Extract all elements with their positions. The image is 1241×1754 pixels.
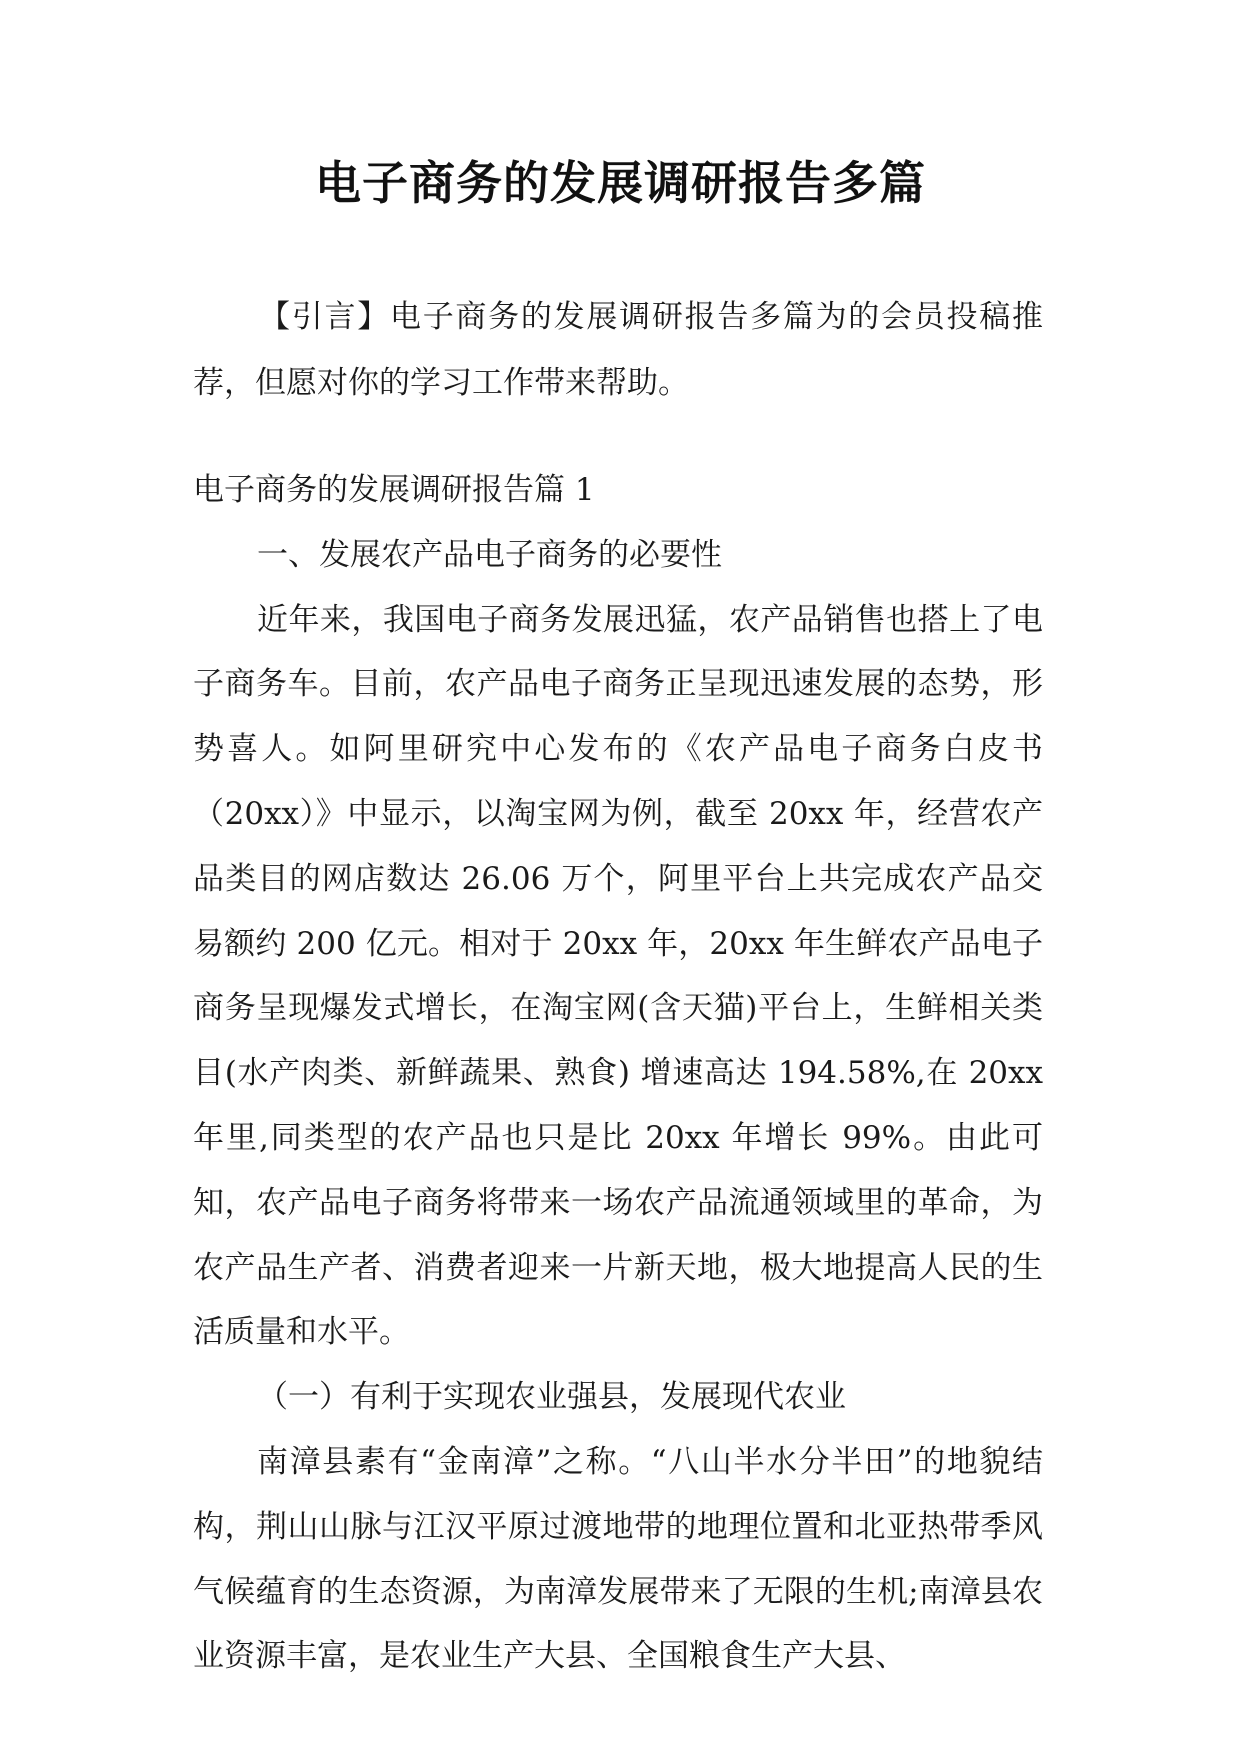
intro-paragraph: 【引言】电子商务的发展调研报告多篇为的会员投稿推荐，但愿对你的学习工作带来帮助。 [193, 299, 1043, 401]
body-paragraph: 近年来，我国电子商务发展迅猛，农产品销售也搭上了电子商务车。目前，农产品电子商务正呈现迅速发展的态势，形势喜人。如阿里研究中心发布的《农产品电子商务白皮书（20xx）》中显示，以淘宝网为例，截至 20xx 年，经营农产品类目的网店数达 26.06 万个，阿里平台上共完成农产品交易额约 200 亿元。相对于 20xx 年，20xx 年生鲜农产品电子商务呈现爆发式增长，在淘宝网(含天猫)平台上，生鲜相关类目(水产肉类、新鲜蔬果、熟食) 增速高达 194.58%,在 20xx 年里,同类型的农产品也只是比 20xx 年增长 99%。由此可知，农产品电子商务将带来一场农产品流通领域里的革命，为农产品生产者、消费者迎来一片新天地，极大地提高人民的生活质量和水平。 [193, 601, 1043, 1351]
subheading-necessity: 一、发展农产品电子商务的必要性 [257, 536, 722, 573]
body-paragraph: 南漳县素有“金南漳”之称。“八山半水分半田”的地貌结构，荆山山脉与江汉平原过渡地带的地理位置和北亚热带季风气候蕴育的生态资源，为南漳发展带来了无限的生机;南漳县农业资源丰富，是农业生产大县、全国粮食生产大县、 [193, 1443, 1043, 1675]
document-title: 电子商务的发展调研报告多篇 [315, 156, 926, 210]
subheading-agriculture: （一）有利于实现农业强县，发展现代农业 [257, 1379, 846, 1416]
document-body [193, 458, 1043, 1689]
section-heading: 电子商务的发展调研报告篇 1 [193, 472, 595, 508]
